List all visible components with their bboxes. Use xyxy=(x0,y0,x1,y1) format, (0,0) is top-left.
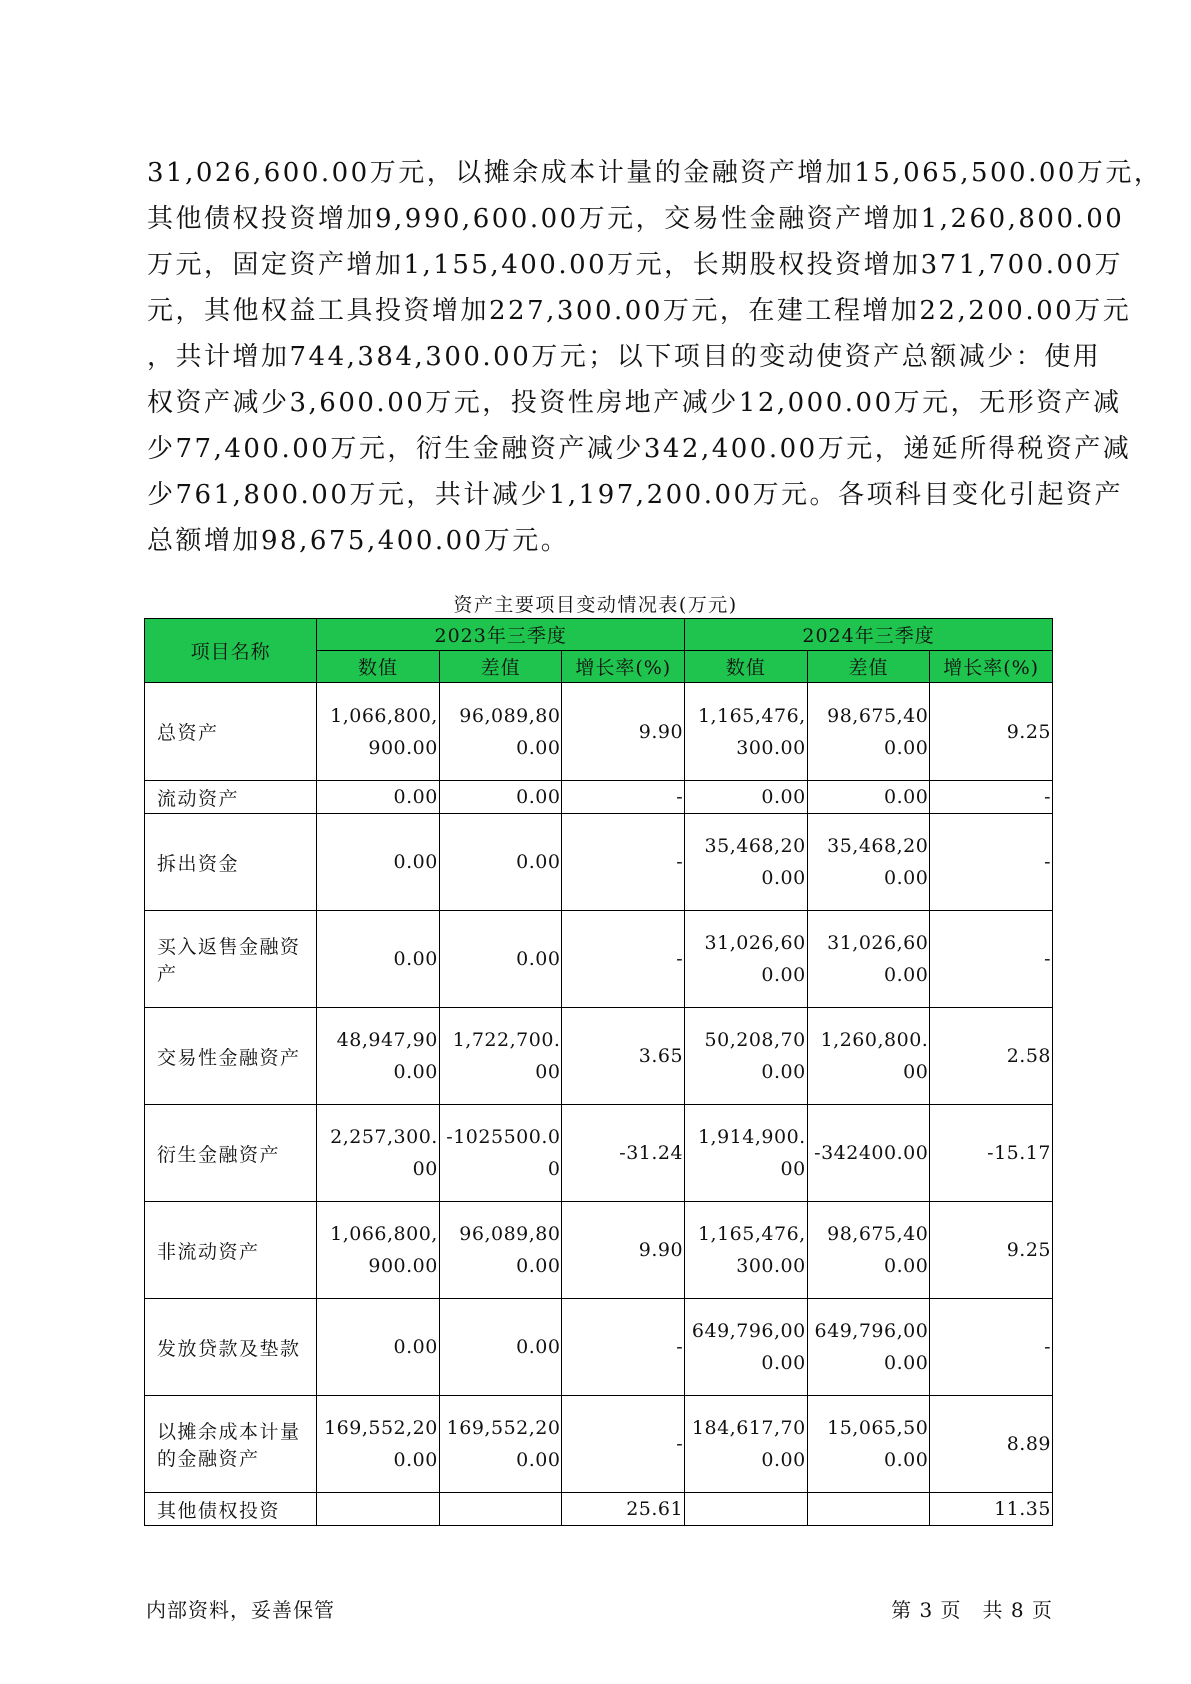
table-row xyxy=(145,1202,1053,1299)
rate-2024: - xyxy=(930,781,1053,814)
rate-2023: - xyxy=(562,911,685,1008)
diff-2023: 0.00 xyxy=(439,814,562,911)
value-2024: 1,914,900.00 xyxy=(685,1105,808,1202)
rate-2023: 3.65 xyxy=(562,1008,685,1105)
header-period-2024: 2024年三季度 xyxy=(685,619,1053,651)
diff-2024: 35,468,200.00 xyxy=(807,814,930,911)
row-name: 总资产 xyxy=(145,683,317,781)
value-2023: 48,947,900.00 xyxy=(317,1008,440,1105)
value-2023: 0.00 xyxy=(317,781,440,814)
paragraph-line: ，共计增加744,384,300.00万元；以下项目的变动使资产总额减少：使用 xyxy=(147,342,1102,372)
paragraph-line: 元，其他权益工具投资增加227,300.00万元，在建工程增加22,200.00万元 xyxy=(147,296,1132,326)
value-2024: 50,208,700.00 xyxy=(685,1008,808,1105)
header-diff-2024: 差值 xyxy=(807,651,930,683)
rate-2023: 9.90 xyxy=(562,683,685,781)
value-2024 xyxy=(685,1493,808,1526)
value-2024: 35,468,200.00 xyxy=(685,814,808,911)
table-row xyxy=(145,814,1053,911)
footer-page-number: 第 3 页 共 8 页 xyxy=(891,1598,1053,1622)
asset-change-table xyxy=(144,618,1053,1526)
value-2023: 169,552,200.00 xyxy=(317,1396,440,1493)
diff-2024: 649,796,000.00 xyxy=(807,1299,930,1396)
value-2024: 31,026,600.00 xyxy=(685,911,808,1008)
rate-2024: -15.17 xyxy=(930,1105,1053,1202)
table-row xyxy=(145,1299,1053,1396)
rate-2024: - xyxy=(930,911,1053,1008)
rate-2024: 9.25 xyxy=(930,683,1053,781)
rate-2024: 8.89 xyxy=(930,1396,1053,1493)
row-name: 交易性金融资产 xyxy=(145,1008,317,1105)
rate-2023: - xyxy=(562,814,685,911)
value-2023: 0.00 xyxy=(317,911,440,1008)
value-2024: 649,796,000.00 xyxy=(685,1299,808,1396)
header-period-2023: 2023年三季度 xyxy=(317,619,685,651)
paragraph-line: 总额增加98,675,400.00万元。 xyxy=(147,526,570,556)
row-name: 以摊余成本计量的金融资产 xyxy=(145,1396,317,1493)
row-name: 其他债权投资 xyxy=(145,1493,317,1526)
diff-2023: 96,089,800.00 xyxy=(439,1202,562,1299)
row-name: 拆出资金 xyxy=(145,814,317,911)
value-2023 xyxy=(317,1493,440,1526)
paragraph-line: 31,026,600.00万元，以摊余成本计量的金融资产增加15,065,500.00万元， xyxy=(147,158,1163,188)
rate-2023: -31.24 xyxy=(562,1105,685,1202)
value-2024: 184,617,700.00 xyxy=(685,1396,808,1493)
table-row xyxy=(145,911,1053,1008)
header-diff-2023: 差值 xyxy=(439,651,562,683)
rate-2024: 11.35 xyxy=(930,1493,1053,1526)
row-name: 衍生金融资产 xyxy=(145,1105,317,1202)
diff-2023: 0.00 xyxy=(439,1299,562,1396)
diff-2024 xyxy=(807,1493,930,1526)
header-value-2023: 数值 xyxy=(317,651,440,683)
body-paragraph xyxy=(147,150,1163,564)
header-item-name: 项目名称 xyxy=(145,619,317,683)
table-row xyxy=(145,683,1053,781)
diff-2024: 1,260,800.00 xyxy=(807,1008,930,1105)
table-row xyxy=(145,1396,1053,1493)
diff-2024: 98,675,400.00 xyxy=(807,1202,930,1299)
row-name: 发放贷款及垫款 xyxy=(145,1299,317,1396)
diff-2024: 0.00 xyxy=(807,781,930,814)
diff-2024: 15,065,500.00 xyxy=(807,1396,930,1493)
paragraph-line: 其他债权投资增加9,990,600.00万元，交易性金融资产增加1,260,800.00 xyxy=(147,204,1125,234)
diff-2024: -342400.00 xyxy=(807,1105,930,1202)
value-2023: 2,257,300.00 xyxy=(317,1105,440,1202)
header-rate-2024: 增长率(%) xyxy=(930,651,1053,683)
diff-2023: 1,722,700.00 xyxy=(439,1008,562,1105)
table-row xyxy=(145,1008,1053,1105)
table-row xyxy=(145,1105,1053,1202)
diff-2023 xyxy=(439,1493,562,1526)
value-2024: 1,165,476,300.00 xyxy=(685,1202,808,1299)
header-value-2024: 数值 xyxy=(685,651,808,683)
table-row xyxy=(145,781,1053,814)
diff-2023: -1025500.00 xyxy=(439,1105,562,1202)
table-caption: 资产主要项目变动情况表(万元) xyxy=(453,594,738,616)
rate-2023: 9.90 xyxy=(562,1202,685,1299)
value-2023: 0.00 xyxy=(317,814,440,911)
value-2023: 1,066,800,900.00 xyxy=(317,683,440,781)
rate-2023: - xyxy=(562,1299,685,1396)
rate-2024: 9.25 xyxy=(930,1202,1053,1299)
diff-2024: 31,026,600.00 xyxy=(807,911,930,1008)
paragraph-line: 权资产减少3,600.00万元，投资性房地产减少12,000.00万元，无形资产减 xyxy=(147,388,1122,418)
paragraph-line: 少77,400.00万元，衍生金融资产减少342,400.00万元，递延所得税资产减 xyxy=(147,434,1132,464)
rate-2024: 2.58 xyxy=(930,1008,1053,1105)
row-name: 非流动资产 xyxy=(145,1202,317,1299)
diff-2024: 98,675,400.00 xyxy=(807,683,930,781)
rate-2023: 25.61 xyxy=(562,1493,685,1526)
diff-2023: 169,552,200.00 xyxy=(439,1396,562,1493)
diff-2023: 0.00 xyxy=(439,911,562,1008)
paragraph-line: 少761,800.00万元，共计减少1,197,200.00万元。各项科目变化引起资产 xyxy=(147,480,1124,510)
rate-2024: - xyxy=(930,814,1053,911)
row-name: 买入返售金融资产 xyxy=(145,911,317,1008)
value-2023: 1,066,800,900.00 xyxy=(317,1202,440,1299)
header-rate-2023: 增长率(%) xyxy=(562,651,685,683)
table-row xyxy=(145,1493,1053,1526)
rate-2024: - xyxy=(930,1299,1053,1396)
paragraph-line: 万元，固定资产增加1,155,400.00万元，长期股权投资增加371,700.00万 xyxy=(147,250,1124,280)
value-2023: 0.00 xyxy=(317,1299,440,1396)
footer-confidential-note: 内部资料，妥善保管 xyxy=(146,1598,335,1622)
diff-2023: 96,089,800.00 xyxy=(439,683,562,781)
rate-2023: - xyxy=(562,1396,685,1493)
rate-2023: - xyxy=(562,781,685,814)
value-2024: 1,165,476,300.00 xyxy=(685,683,808,781)
diff-2023: 0.00 xyxy=(439,781,562,814)
row-name: 流动资产 xyxy=(145,781,317,814)
value-2024: 0.00 xyxy=(685,781,808,814)
